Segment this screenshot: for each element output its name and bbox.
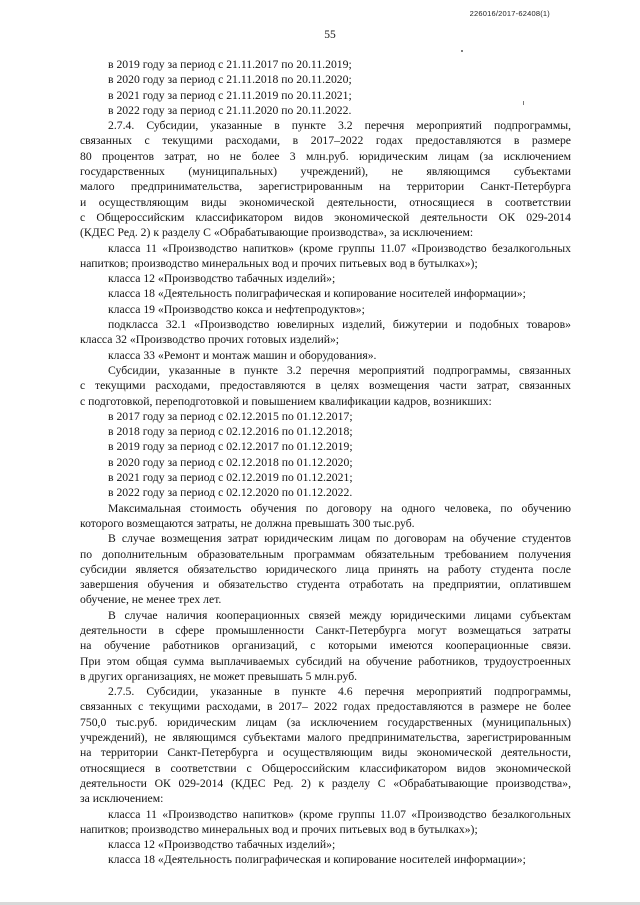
text-line: Максимальная стоимость обучения по договору на одного человека, по обучению (108, 501, 571, 515)
text-line: с Общероссийским классификатором видов экономической деятельности ОК 029-2014 (80, 210, 571, 224)
text-line: малого предпринимательства, зарегистрированным на территории Санкт-Петербурга (80, 180, 571, 194)
text-line: в 2017 году за период с 02.12.2015 по 01.12.2017; (108, 409, 353, 423)
text-line: 2.7.5. Субсидии, указанные в пункте 4.6 перечня мероприятий подпрограммы, (108, 685, 571, 699)
text-line: государственных (муниципальных) учреждений), не являющимся субъектами (80, 165, 571, 179)
text-line: (КДЕС Ред. 2) к разделу С «Обрабатывающие производства», за исключением: (80, 226, 474, 240)
text-line: связанных с текущими расходами, в 2017–2022 годах предоставляются в размере (80, 134, 571, 148)
text-line: класса 19 «Производство кокса и нефтепродуктов»; (108, 302, 365, 316)
text-line: класса 12 «Производство табачных изделий»; (108, 838, 336, 852)
text-line: которого возмещаются затраты, не должна превышать 300 тыс.руб. (80, 516, 415, 530)
text-line: в 2018 году за период с 02.12.2016 по 01.12.2018; (108, 425, 353, 439)
text-line: по дополнительным образовательным программам обязательным требованием получения (80, 547, 571, 561)
text-line: за исключением: (80, 792, 164, 806)
text-line: 2.7.4. Субсидии, указанные в пункте 3.2 перечня мероприятий подпрограммы, (108, 119, 571, 133)
text-line: напитков; производство минеральных вод и прочих питьевых вод в бутылках»); (80, 822, 478, 836)
text-line: класса 12 «Производство табачных изделий»; (108, 272, 336, 286)
text-line: деятельности в сфере промышленности Санкт-Петербурга могут возмещаться затраты (80, 623, 571, 637)
text-line: класса 18 «Деятельность полиграфическая и копирование носителей информации»; (108, 853, 526, 867)
text-line: класса 32 «Производство прочих готовых изделий»; (80, 333, 340, 347)
text-line: в 2022 году за период с 02.12.2020 по 01.12.2022. (108, 486, 353, 500)
text-line: класса 18 «Деятельность полиграфическая и копирование носителей информации»; (108, 287, 526, 301)
text-line: учреждений), не являющимся субъектами малого предпринимательства, зарегистрированным (80, 731, 571, 745)
text-line: 80 процентов затрат, но не более 3 млн.руб. юридическим лицам (за исключением (80, 149, 571, 163)
text-line: на обучение работников организаций, с которыми имеются кооперационные связи. (80, 639, 571, 653)
text-line: в 2019 году за период с 02.12.2017 по 01.12.2019; (108, 440, 353, 454)
text-line: в 2022 году за период с 21.11.2020 по 20.11.2022. (108, 103, 352, 117)
text-line: класса 11 «Производство напитков» (кроме группы 11.07 «Производство безалкогольных (108, 241, 571, 255)
text-line: При этом общая сумма выплачиваемых субсидий на обучение работников, трудоустроенных (80, 654, 571, 668)
text-line: обучение, не менее трех лет. (80, 593, 222, 607)
text-line: завершения обучения и обязательство студента отработать на предприятии, оплатившем (80, 578, 571, 592)
text-line: в 2021 году за период с 21.11.2019 по 20.11.2021; (108, 88, 352, 102)
text-line: с подготовкой, переподготовкой и повышением квалификации кадров, возникших: (80, 394, 492, 408)
text-line: в 2019 году за период с 21.11.2017 по 20.11.2019; (108, 58, 352, 71)
text-line: класса 11 «Производство напитков» (кроме группы 11.07 «Производство безалкогольных (108, 807, 571, 821)
text-line: В случае наличия кооперационных связей между юридическими лицами субъектам (108, 608, 571, 622)
document-id: 226016/2017-62408(1) (469, 9, 550, 18)
document-body (80, 57, 571, 868)
text-line: и осуществляющим виды экономической деятельности, относящиеся в соответствии (80, 195, 571, 209)
text-line: относящиеся в соответствии с Общероссийским классификатором видов экономической (80, 761, 571, 775)
text-line: в 2020 году за период с 02.12.2018 по 01.12.2020; (108, 455, 353, 469)
text-line: с текущими расходами, предоставляются в целях возмещения части затрат, связанных (80, 379, 571, 393)
text-line: в 2021 году за период с 02.12.2019 по 01.12.2021; (108, 471, 353, 485)
scan-speck (461, 50, 463, 52)
text-line: подкласса 32.1 «Производство ювелирных изделий, бижутерии и подобных товаров» (108, 318, 571, 332)
text-line: на территории Санкт-Петербурга и осуществляющим виды экономической деятельности, (80, 746, 571, 760)
text-line: класса 33 «Ремонт и монтаж машин и оборудования». (108, 348, 377, 362)
text-line: 750,0 тыс.руб. юридическим лицам (за исключением государственных (муниципальных) (80, 715, 571, 729)
text-line: напитков; производство минеральных вод и прочих питьевых вод в бутылках»); (80, 256, 478, 270)
text-line: Субсидии, указанные в пункте 3.2 перечня мероприятий подпрограммы, связанных (108, 363, 571, 377)
text-line: деятельности ОК 029-2014 (КДЕС Ред. 2) к разделу С «Обрабатывающие производства», (80, 776, 571, 790)
text-line: субсидии является обязательство юридического лица принять на работу студента после (80, 562, 571, 576)
page-number: 55 (324, 29, 336, 41)
text-line: В случае возмещения затрат юридическим лицам по договорам на обучение студентов (108, 532, 571, 546)
text-line: в 2020 году за период с 21.11.2018 по 20.11.2020; (108, 73, 352, 87)
text-line: в других организациях, не может превышать 5 млн.руб. (80, 669, 358, 683)
text-line: связанных с текущими расходами, в 2017– 2022 годах предоставляются в размере не более (80, 700, 571, 714)
